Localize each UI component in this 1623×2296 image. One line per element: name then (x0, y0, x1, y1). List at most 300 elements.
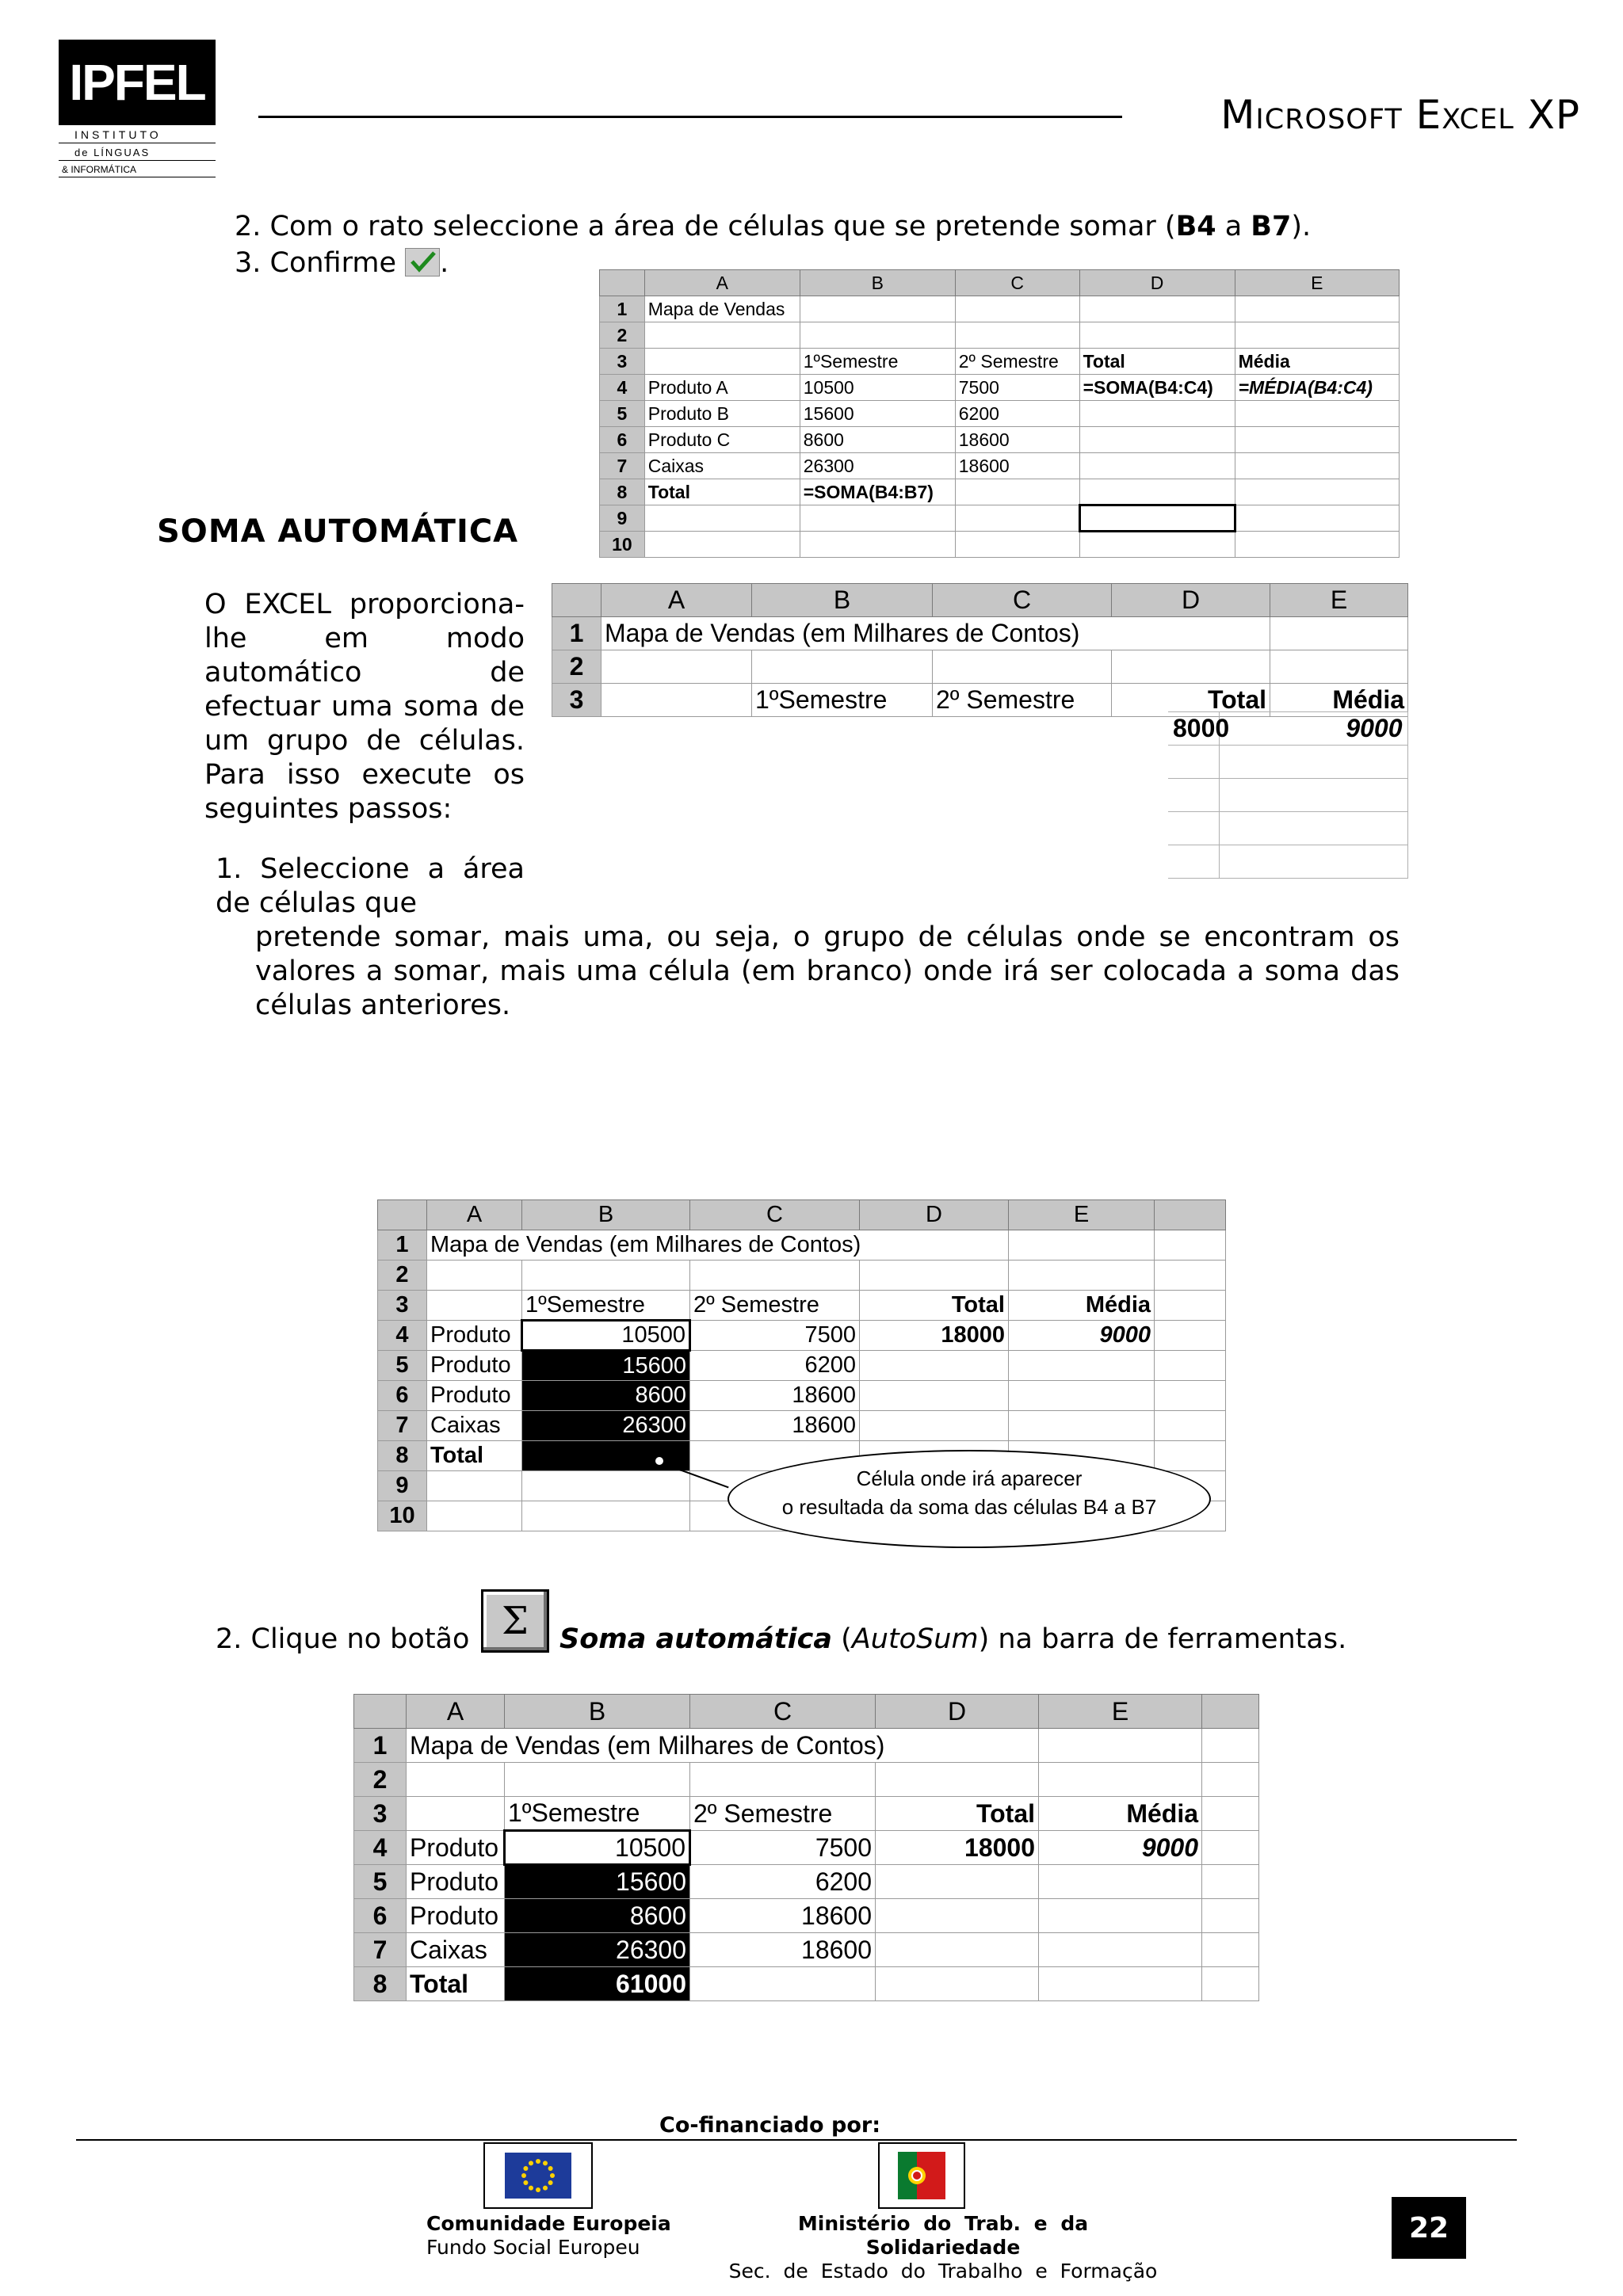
cell (522, 1501, 690, 1531)
cell (1235, 401, 1399, 427)
callout-line-1: Célula onde irá aparecer (856, 1466, 1083, 1490)
cell (1009, 1351, 1155, 1381)
cell (860, 1351, 1009, 1381)
selected-cell: 15600 (505, 1865, 690, 1899)
cell (644, 532, 800, 558)
cell (1155, 1230, 1226, 1261)
selected-cell: 10500 (505, 1831, 690, 1865)
cell: 18600 (690, 1381, 860, 1411)
cell (427, 1261, 522, 1291)
logo-line-instituto: INSTITUTO (59, 125, 216, 143)
sheet-row (378, 1291, 1226, 1321)
cell: Média (1039, 1797, 1202, 1831)
cell (1235, 322, 1399, 349)
row-header: 1 (378, 1230, 427, 1261)
cell (876, 1899, 1039, 1933)
cell (1235, 532, 1399, 558)
autosum-english: AutoSum (851, 1623, 979, 1655)
cell (1039, 1967, 1202, 2001)
cell: 18000 (860, 1321, 1009, 1351)
sum-result-cell: 61000 (505, 1967, 690, 2001)
cell: 2º Semestre (690, 1291, 860, 1321)
step2-text: 2. Com o rato seleccione a área de células que se pretende somar ( (235, 211, 1176, 242)
cell: 1ºSemestre (752, 684, 933, 717)
sheet-row (354, 1797, 1259, 1831)
select-all-corner (378, 1200, 427, 1230)
cell (1235, 479, 1399, 505)
cell: 18000 (876, 1831, 1039, 1865)
logo-line-linguas: de LÍNGUAS (59, 143, 216, 161)
intro-paragraph: O EXCEL proporciona-lhe em modo automático de efectuar uma soma de um grupo de células. Para isso execute os seguintes passos: (204, 589, 525, 825)
cell: 9000 (1009, 1321, 1155, 1351)
cell (1235, 505, 1399, 532)
cell (876, 1865, 1039, 1899)
cell: 8000 (1168, 712, 1219, 746)
cell (1009, 1381, 1155, 1411)
column-header-row (354, 1695, 1259, 1729)
logo-wordmark: IPFEL (59, 40, 216, 125)
cell (427, 1501, 522, 1531)
cell: Caixas (427, 1411, 522, 1441)
row-header: 4 (600, 375, 645, 401)
column-header-row (552, 584, 1408, 617)
cell: Produto (407, 1831, 505, 1865)
column-header: A (407, 1695, 505, 1729)
row-header: 7 (600, 453, 645, 479)
cell (1039, 1933, 1202, 1967)
sheet-row (600, 401, 1400, 427)
row-header: 7 (354, 1933, 407, 1967)
sigma-icon: Σ (502, 1599, 529, 1643)
sheet-row (354, 1831, 1259, 1865)
logo-line-informatica: & INFORMÁTICA (59, 161, 216, 177)
cell (1235, 427, 1399, 453)
sheet-row (1168, 779, 1407, 812)
cell (1168, 845, 1219, 879)
cell (1039, 1899, 1202, 1933)
column-header-row (378, 1200, 1226, 1230)
cell (752, 650, 933, 684)
cell (1009, 1230, 1155, 1261)
cell: 2º Semestre (690, 1797, 876, 1831)
step3-text: 3. Confirme (235, 247, 397, 279)
cell (876, 1967, 1039, 2001)
step2-select-range (235, 210, 1311, 244)
step2-autosum-prefix: 2. Clique no botão (216, 1623, 470, 1655)
page-title: Microsoft Excel XP (1220, 92, 1580, 138)
cell: 9000 (1219, 712, 1407, 746)
cell (933, 650, 1112, 684)
autosum-label: Soma automática (559, 1623, 833, 1655)
column-header: E (1039, 1695, 1202, 1729)
cell (1079, 453, 1235, 479)
cell (1202, 1831, 1259, 1865)
footer-left (426, 2212, 671, 2260)
column-header: D (876, 1695, 1039, 1729)
row-header: 3 (378, 1291, 427, 1321)
spreadsheet-formulas (599, 269, 1400, 558)
column-header: B (522, 1200, 690, 1230)
cell (800, 296, 955, 322)
cell: 8600 (800, 427, 955, 453)
cell: 6200 (690, 1351, 860, 1381)
sheet-title-cell: Mapa de Vendas (em Milhares de Contos) (427, 1230, 1009, 1261)
column-header: C (955, 270, 1079, 296)
sheet-row (600, 349, 1400, 375)
cell: 10500 (800, 375, 955, 401)
cell (955, 532, 1079, 558)
formula-cell: =SOMA(B4:B7) (800, 479, 955, 505)
cell (1219, 779, 1407, 812)
cell: 18600 (955, 453, 1079, 479)
cell (1270, 650, 1408, 684)
cell: Produto C (644, 427, 800, 453)
page-number: 22 (1392, 2197, 1466, 2259)
cell (407, 1763, 505, 1797)
cell: Produto A (644, 375, 800, 401)
cell: Média (1235, 349, 1399, 375)
row-header: 8 (378, 1441, 427, 1471)
cell (1168, 746, 1219, 779)
column-header: A (427, 1200, 522, 1230)
cell (876, 1933, 1039, 1967)
cell (1202, 1933, 1259, 1967)
cell (860, 1381, 1009, 1411)
sheet-row (354, 1933, 1259, 1967)
cell (1202, 1797, 1259, 1831)
formula-cell: =SOMA(B4:C4) (1079, 375, 1235, 401)
cell (800, 505, 955, 532)
step1-text-b: pretende somar, mais uma, ou seja, o grupo de células onde se encontram os valores a somar, mais uma célula (em branco) onde irá ser colocada a soma das células anteriores. (255, 921, 1400, 1021)
row-header: 4 (378, 1321, 427, 1351)
cell (1079, 296, 1235, 322)
column-header (1155, 1200, 1226, 1230)
spreadsheet-partial (552, 583, 1408, 717)
row-header: 5 (378, 1351, 427, 1381)
row-header: 6 (354, 1899, 407, 1933)
cell (427, 1291, 522, 1321)
cell (601, 684, 752, 717)
cell (1079, 427, 1235, 453)
cell (644, 322, 800, 349)
spreadsheet-partial-tail (1168, 711, 1408, 879)
cell (1202, 1899, 1259, 1933)
row-header: 10 (378, 1501, 427, 1531)
column-header: E (1009, 1200, 1155, 1230)
section-title: SOMA AUTOMÁTICA (157, 513, 519, 550)
cell (1079, 401, 1235, 427)
column-header: C (690, 1200, 860, 1230)
cell (955, 505, 1079, 532)
select-all-corner (552, 584, 601, 617)
footer-left-subtitle: Fundo Social Europeu (426, 2236, 640, 2259)
cell: 1ºSemestre (522, 1291, 690, 1321)
column-header: C (933, 584, 1112, 617)
row-header: 6 (378, 1381, 427, 1411)
column-header: B (505, 1695, 690, 1729)
sheet-row (600, 453, 1400, 479)
cell: 7500 (690, 1831, 876, 1865)
sheet-row (1168, 712, 1407, 746)
cell: Total (860, 1291, 1009, 1321)
column-header: E (1270, 584, 1408, 617)
sheet-row (378, 1351, 1226, 1381)
column-header: A (644, 270, 800, 296)
cell (522, 1261, 690, 1291)
cell (1155, 1321, 1226, 1351)
row-header: 7 (378, 1411, 427, 1441)
cell (1155, 1291, 1226, 1321)
column-header: D (860, 1200, 1009, 1230)
cell: Produto (427, 1351, 522, 1381)
cell (1039, 1865, 1202, 1899)
row-header: 3 (552, 684, 601, 717)
row-header: 1 (600, 296, 645, 322)
cell: Produto (407, 1899, 505, 1933)
step1-text-a: 1. Seleccione a área de células que (216, 853, 525, 919)
cell (1009, 1261, 1155, 1291)
cell: 9000 (1039, 1831, 1202, 1865)
cell-ref-b4: B4 (1175, 211, 1216, 242)
cell (1155, 1261, 1226, 1291)
cell (1155, 1381, 1226, 1411)
row-header: 9 (600, 505, 645, 532)
cell: Produto (407, 1865, 505, 1899)
step2-connector: a (1216, 211, 1251, 242)
sheet-row (1168, 746, 1407, 779)
footer-right-subtitle: Sec. de Estado do Trabalho e Formação (728, 2260, 1158, 2283)
sheet-row (600, 375, 1400, 401)
cell (1039, 1763, 1202, 1797)
row-header: 6 (600, 427, 645, 453)
ipfel-logo (59, 40, 216, 177)
column-header: D (1112, 584, 1270, 617)
footer-right-title: Ministério do Trab. e da Solidariedade (797, 2212, 1089, 2259)
column-header: A (601, 584, 752, 617)
cell: 26300 (800, 453, 955, 479)
step3-period: . (440, 247, 449, 279)
cell (1219, 812, 1407, 845)
callout-anchor (655, 1456, 664, 1466)
row-header: 10 (600, 532, 645, 558)
select-all-corner (600, 270, 645, 296)
footer-right (718, 2212, 1168, 2283)
step3-confirm (235, 246, 449, 280)
column-header: D (1079, 270, 1235, 296)
column-header: C (690, 1695, 876, 1729)
cell (1155, 1411, 1226, 1441)
cell (1155, 1351, 1226, 1381)
selected-cell: 10500 (522, 1321, 690, 1351)
sheet-row (378, 1230, 1226, 1261)
cell (1168, 812, 1219, 845)
sheet-row (1168, 845, 1407, 879)
cell (1202, 1865, 1259, 1899)
footer-left-title: Comunidade Europeia (426, 2212, 671, 2235)
header-rule (258, 116, 1122, 118)
cell (860, 1261, 1009, 1291)
cell: Mapa de Vendas (644, 296, 800, 322)
cell (1079, 322, 1235, 349)
selected-cell: 15600 (522, 1351, 690, 1381)
sheet-row (1168, 812, 1407, 845)
cell: 18600 (955, 427, 1079, 453)
cell: 15600 (800, 401, 955, 427)
cell (690, 1967, 876, 2001)
cell (522, 1471, 690, 1501)
step2-suffix: ) na barra de ferramentas. (978, 1623, 1347, 1655)
sheet-row (378, 1411, 1226, 1441)
cell (1112, 650, 1270, 684)
paren-open: ( (832, 1623, 852, 1655)
cell: Produto (427, 1381, 522, 1411)
cell (407, 1797, 505, 1831)
cell (1079, 479, 1235, 505)
cell (1235, 453, 1399, 479)
sheet-row (600, 505, 1400, 532)
sheet-title-cell: Mapa de Vendas (em Milhares de Contos) (407, 1729, 1039, 1763)
sheet-row (378, 1261, 1226, 1291)
autosum-button[interactable] (481, 1589, 549, 1653)
row-header: 8 (354, 1967, 407, 2001)
cell: 18600 (690, 1899, 876, 1933)
cell (1202, 1729, 1259, 1763)
cell: 2º Semestre (955, 349, 1079, 375)
cell (1079, 532, 1235, 558)
cell (955, 296, 1079, 322)
cell (1039, 1729, 1202, 1763)
sheet-row (552, 617, 1408, 650)
cell: Produto B (644, 401, 800, 427)
callout-line-2: o resultada da soma das células B4 a B7 (781, 1495, 1157, 1519)
cell (644, 505, 800, 532)
row-header: 2 (354, 1763, 407, 1797)
portugal-flag-icon (878, 2142, 965, 2209)
cell: 18600 (690, 1411, 860, 1441)
cell: Total (1112, 684, 1270, 717)
row-header: 1 (552, 617, 601, 650)
cell (690, 1763, 876, 1797)
cell: 2º Semestre (933, 684, 1112, 717)
footer-rule (76, 2139, 1517, 2141)
row-header: 2 (378, 1261, 427, 1291)
sheet-row (600, 532, 1400, 558)
selected-empty-cell (522, 1441, 690, 1471)
cell: 6200 (955, 401, 1079, 427)
cell (690, 1261, 860, 1291)
cell (1219, 746, 1407, 779)
callout-bubble (727, 1450, 1211, 1548)
cell: Total (427, 1441, 522, 1471)
cell: Caixas (407, 1933, 505, 1967)
sheet-row (354, 1899, 1259, 1933)
row-header: 2 (600, 322, 645, 349)
cell (800, 322, 955, 349)
select-all-corner (354, 1695, 407, 1729)
sheet-row (600, 427, 1400, 453)
cell: Média (1009, 1291, 1155, 1321)
cell: Total (1079, 349, 1235, 375)
cell (876, 1763, 1039, 1797)
column-header-row (600, 270, 1400, 296)
row-header: 3 (354, 1797, 407, 1831)
cofinanced-label: Co-financiado por: (659, 2113, 880, 2138)
cell (955, 479, 1079, 505)
cell (1219, 845, 1407, 879)
sheet-row (378, 1321, 1226, 1351)
sheet-row (600, 322, 1400, 349)
cell: Total (407, 1967, 505, 2001)
sheet-row (378, 1381, 1226, 1411)
cell: Total (644, 479, 800, 505)
sheet-row (354, 1865, 1259, 1899)
spreadsheet-result (353, 1694, 1259, 2001)
sheet-title-cell: Mapa de Vendas (em Milhares de Contos) (601, 617, 1270, 650)
cell (955, 322, 1079, 349)
selected-cell: 26300 (522, 1411, 690, 1441)
cell: Produto (427, 1321, 522, 1351)
sheet-row (354, 1967, 1259, 2001)
cell (1009, 1411, 1155, 1441)
check-icon (405, 248, 440, 277)
cell (1202, 1763, 1259, 1797)
step2-autosum-text (559, 1623, 1346, 1657)
cell (800, 532, 955, 558)
cell (1168, 779, 1219, 812)
sheet-row (354, 1763, 1259, 1797)
sheet-row (354, 1729, 1259, 1763)
sheet-row (600, 296, 1400, 322)
cell: 6200 (690, 1865, 876, 1899)
column-header (1202, 1695, 1259, 1729)
active-cell (1079, 505, 1235, 532)
cell: Média (1270, 684, 1408, 717)
row-header: 2 (552, 650, 601, 684)
row-header: 4 (354, 1831, 407, 1865)
row-header: 8 (600, 479, 645, 505)
cell (860, 1411, 1009, 1441)
cell: Total (876, 1797, 1039, 1831)
selected-cell: 26300 (505, 1933, 690, 1967)
cell (505, 1763, 690, 1797)
cell (1270, 617, 1408, 650)
row-header: 3 (600, 349, 645, 375)
sheet-row (552, 650, 1408, 684)
cell: Caixas (644, 453, 800, 479)
cell: 1ºSemestre (800, 349, 955, 375)
selected-cell: 8600 (505, 1899, 690, 1933)
cell (601, 650, 752, 684)
eu-flag-icon (483, 2142, 593, 2209)
cell (1202, 1967, 1259, 2001)
cell-ref-b7: B7 (1251, 211, 1292, 242)
formula-cell: =MÉDIA(B4:C4) (1235, 375, 1399, 401)
cell: 1ºSemestre (505, 1797, 690, 1831)
cell (427, 1471, 522, 1501)
cell: 18600 (690, 1933, 876, 1967)
row-header: 9 (378, 1471, 427, 1501)
column-header: B (800, 270, 955, 296)
cell: 7500 (955, 375, 1079, 401)
step2-end: ). (1291, 211, 1312, 242)
cell (1235, 296, 1399, 322)
row-header: 5 (354, 1865, 407, 1899)
selected-cell: 8600 (522, 1381, 690, 1411)
row-header: 1 (354, 1729, 407, 1763)
cell (644, 349, 800, 375)
column-header: E (1235, 270, 1399, 296)
cell: 7500 (690, 1321, 860, 1351)
